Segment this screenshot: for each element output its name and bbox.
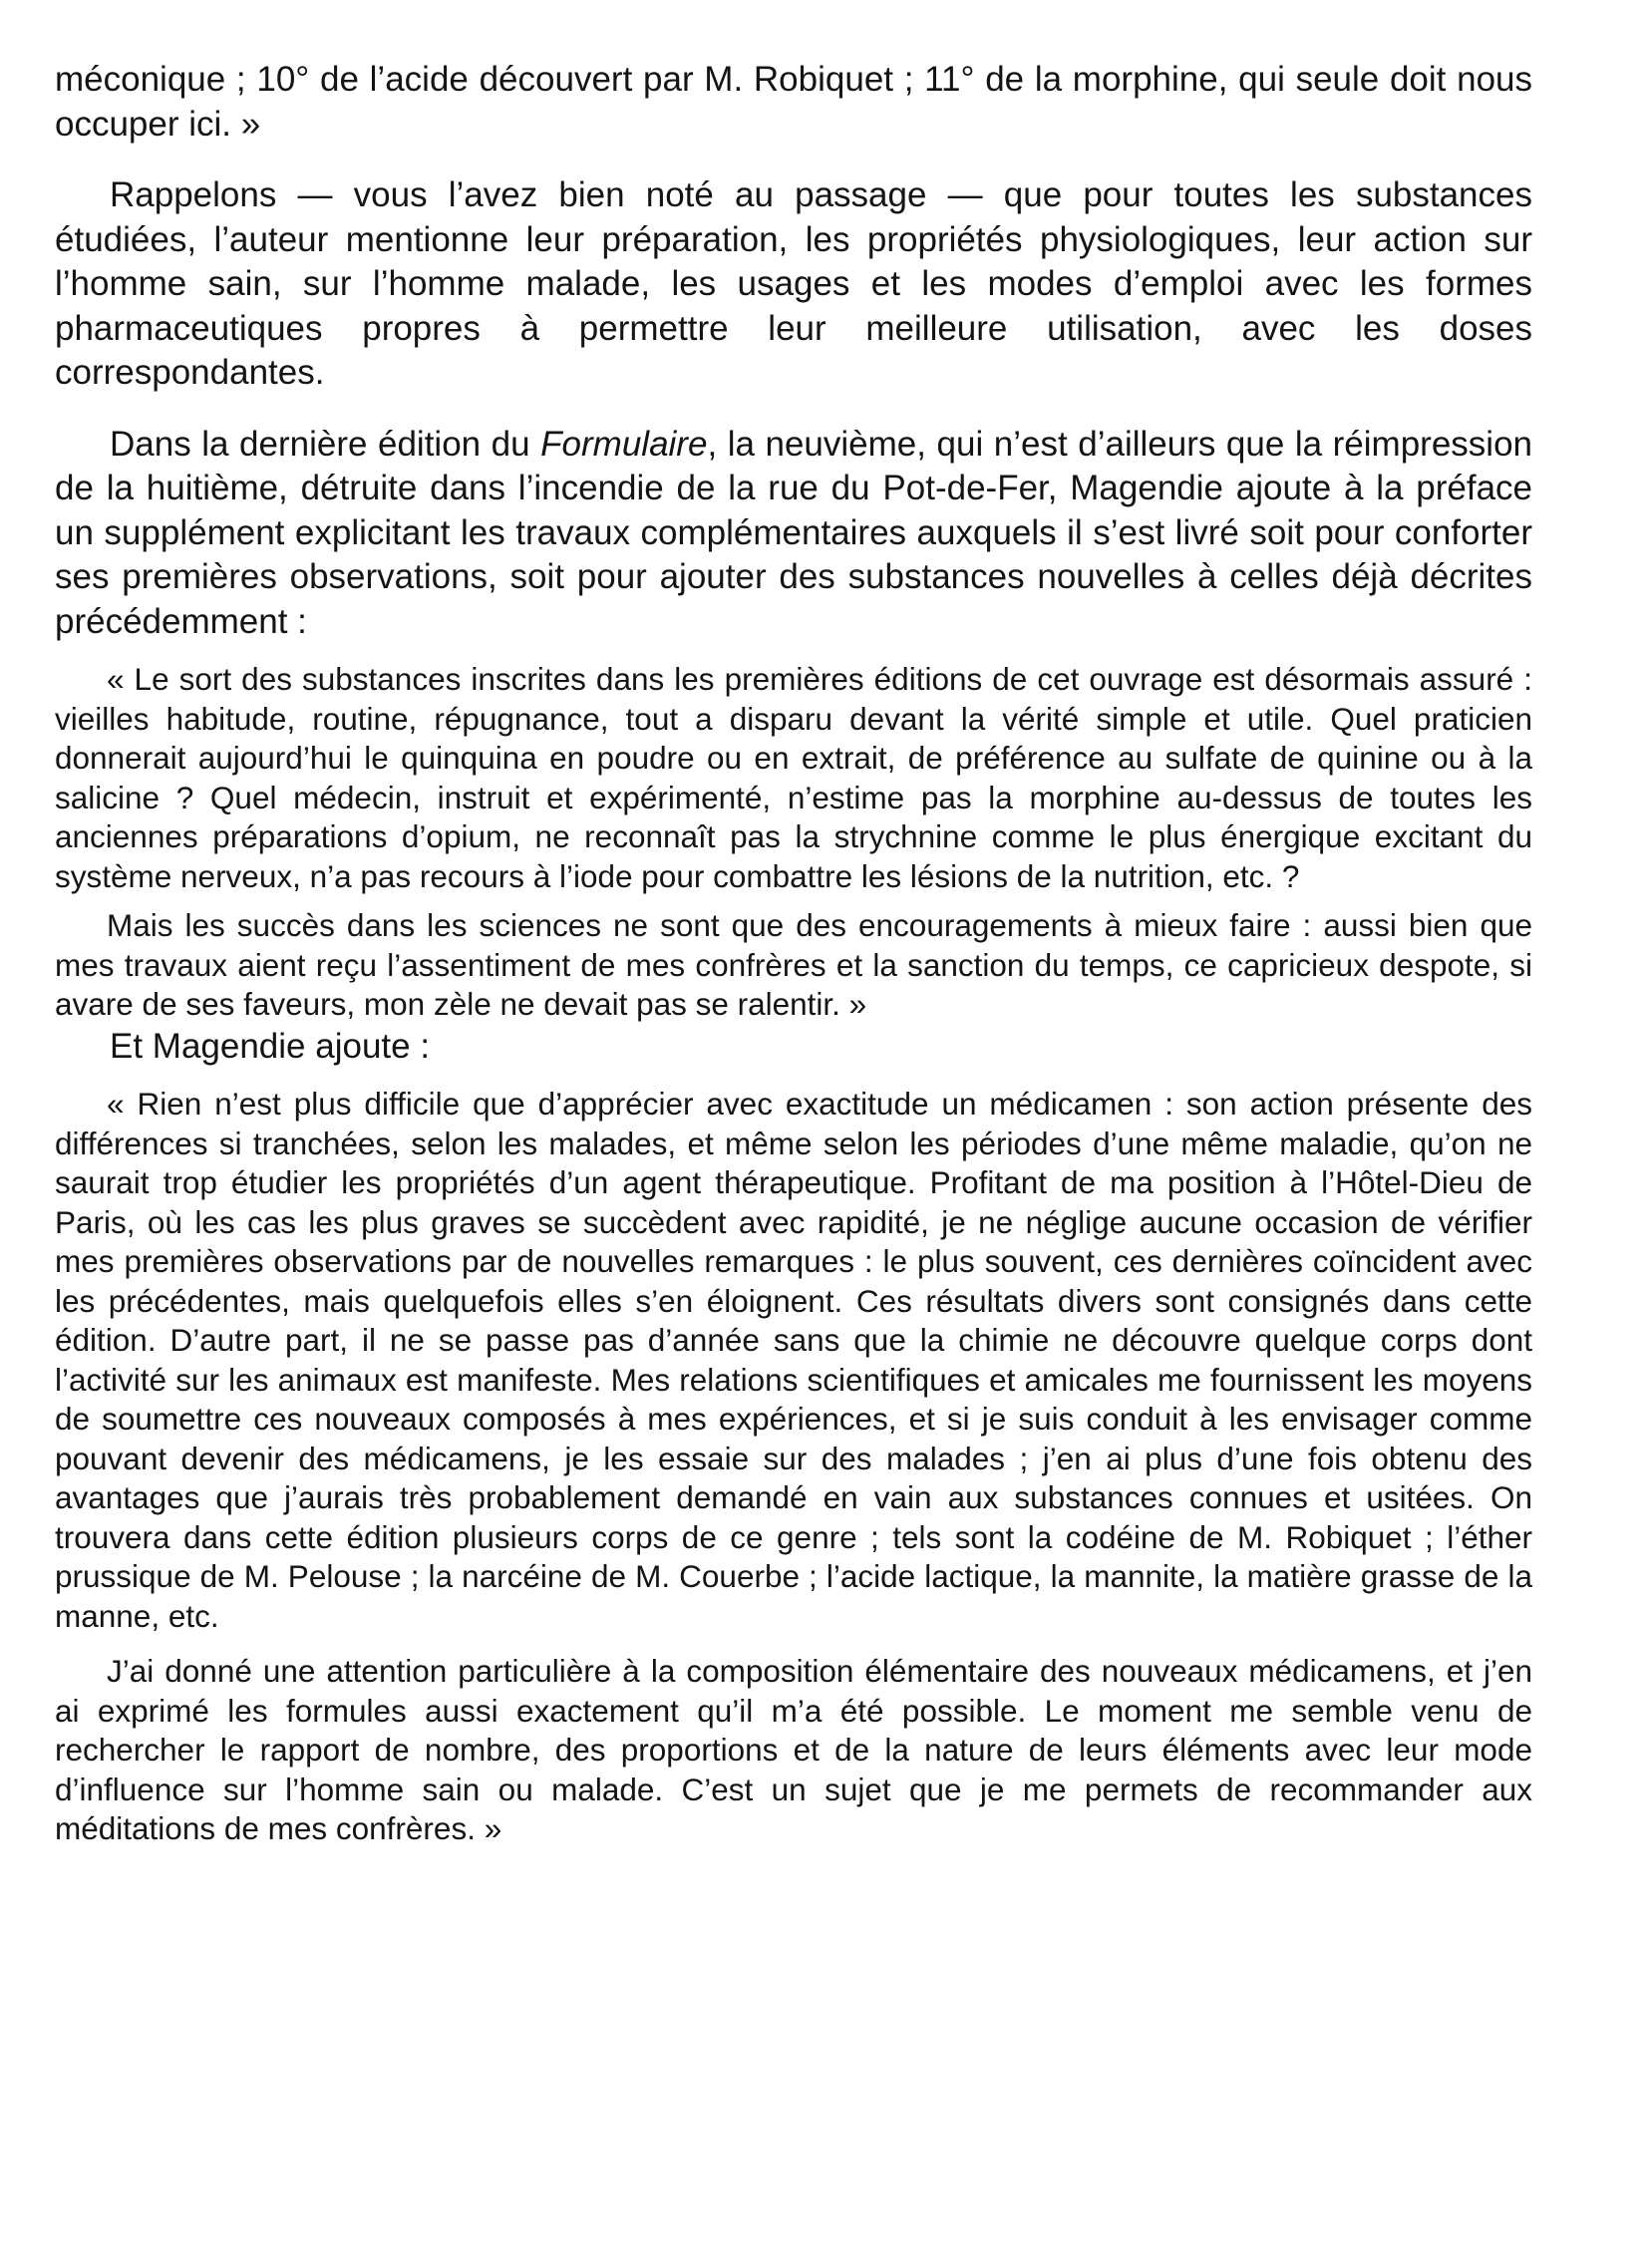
paragraph-derniere-edition bbox=[55, 423, 1532, 645]
quote-sort-des-substances: « Le sort des substances inscrites dans les premières éditions de cet ouvrage est désormais assuré : vieilles habitude, routine, répugnance, tout a disparu devant la vérité simple et utile. Quel praticien donnerait aujourd’hui le quinquina en poudre ou en extrait, de préférence au sulfate de quinine ou à la salicine ? Quel médecin, instruit et expérimenté, n’estime pas la morphine au-dessus de toutes les anciennes préparations d’opium, ne reconnaît pas la strychnine comme le plus énergique excitant du système nerveux, n’a pas recours à l’iode pour combattre les lésions de la nutrition, etc. ? bbox=[55, 661, 1532, 894]
paragraph-continuation: méconique ; 10° de l’acide découvert par M. Robiquet ; 11° de la morphine, qui seule doit nous occuper ici. » bbox=[55, 60, 1532, 144]
paragraph-rappelons: Rappelons — vous l’avez bien noté au passage — que pour toutes les substances étudiées, l’auteur mentionne leur préparation, les propriétés physiologiques, leur action sur l’homme sain, sur l’homme malade, les usages et les modes d’emploi avec les formes pharmaceutiques propres à permettre leur meilleure utilisation, avec les doses correspondantes. bbox=[55, 175, 1532, 392]
quote-jai-donne-une-attention: J’ai donné une attention particulière à la composition élémentaire des nouveaux médicamens, et j’en ai exprimé les formules aussi exactement qu’il m’a été possible. Le moment me semble venu de rechercher le rapport de nombre, des proportions et de la nature de leurs éléments avec leur mode d’influence sur l’homme sain ou malade. C’est un sujet que je me permets de recommander aux méditations de mes confrères. » bbox=[55, 1653, 1532, 1846]
document-page bbox=[55, 58, 1532, 1849]
quote-rien-nest-plus-difficile: « Rien n’est plus difficile que d’apprécier avec exactitude un médicamen : son action présente des différences si tranchées, selon les malades, et même selon les périodes d’une même maladie, qu’on ne saurait trop étudier les propriétés d’un agent thérapeutique. Profitant de ma position à l’Hôtel-Dieu de Paris, où les cas les plus graves se succèdent avec rapidité, je ne néglige aucune occasion de vérifier mes premières observations par de nouvelles remarques : le plus souvent, ces dernières coïncident avec les précédentes, mais quelquefois elles s’en éloignent. Ces résultats divers sont consignés dans cette édition. D’autre part, il ne se passe pas d’année sans que la chimie ne découvre quelque corps dont l’activité sur les animaux est manifeste. Mes relations scientifiques et amicales me fournissent les moyens de soumettre ces nouveaux composés à mes expériences, et si je suis conduit à les envisager comme pouvant devenir des médicamens, je les essaie sur des malades ; j’en ai plus d’une fois obtenu des avantages que j’aurais très probablement demandé en vain aux substances connues et usitées. On trouvera dans cette édition plusieurs corps de ce genre ; tels sont la codéine de M. Robiquet ; l’éther prussique de M. Pelouse ; la narcéine de M. Couerbe ; l’acide lactique, la mannite, la matière grasse de la manne, etc. bbox=[55, 1086, 1532, 1634]
quote-mais-les-succes: Mais les succès dans les sciences ne sont que des encouragements à mieux faire : aussi bien que mes travaux aient reçu l’assentiment de mes confrères et la sanction du temps, ce capricieux despote, si avare de ses faveurs, mon zèle ne devait pas se ralentir. » bbox=[55, 907, 1532, 1022]
paragraph-et-magendie-ajoute: Et Magendie ajoute : bbox=[110, 1026, 431, 1066]
paragraph-derniere-edition-end: , la neuvième, qui n’est d’ailleurs que la réimpression de la huitième, détruite dans l’incendie de la rue du Pot-de-Fer, Magendie ajoute à la préface un supplément explicitant les travaux complémentaires auxquels il s’est livré soit pour conforter ses premières observations, soit pour ajouter des substances nouvelles à celles déjà décrites précédemment : bbox=[55, 424, 1532, 641]
formulaire-title: Formulaire bbox=[540, 424, 708, 464]
paragraph-derniere-edition-start: Dans la dernière édition du bbox=[110, 424, 541, 464]
